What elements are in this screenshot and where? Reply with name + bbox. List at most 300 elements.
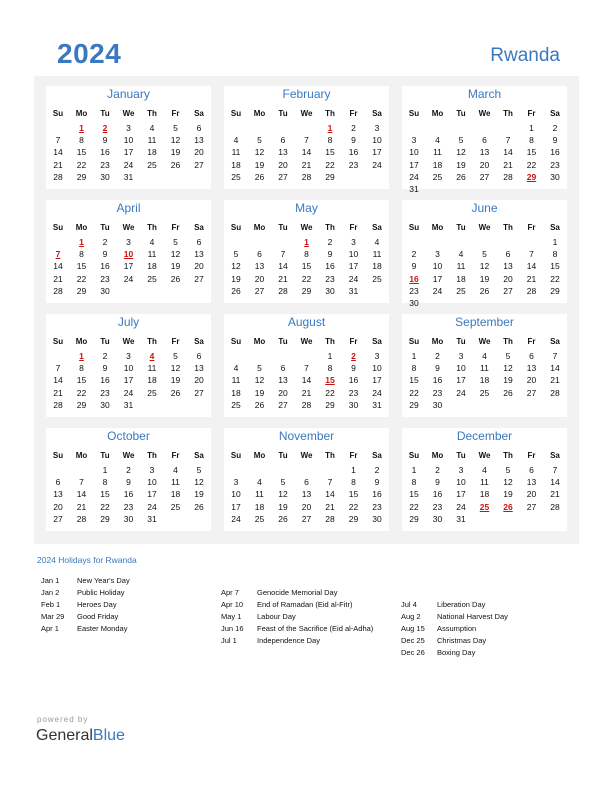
month-name: February [282, 87, 331, 101]
weekday-header: Th [503, 337, 513, 346]
day-cell: 20 [503, 273, 513, 284]
day-cell: 26 [231, 285, 241, 296]
day-cell: 7 [280, 249, 286, 260]
holiday-date: Dec 26 [401, 648, 425, 657]
holiday-date: Mar 29 [41, 612, 65, 621]
day-cell: 6 [196, 237, 202, 247]
day-cell: 27 [53, 513, 63, 524]
day-cell: 22 [76, 387, 87, 398]
day-cell: 28 [53, 285, 63, 296]
day-cell: 28 [325, 513, 335, 524]
day-cell: 20 [301, 501, 312, 512]
weekday-header: Su [52, 109, 64, 118]
day-cell: 14 [301, 147, 312, 158]
month-name: April [116, 201, 141, 215]
day-cell: 3 [126, 237, 131, 247]
weekday-header: We [300, 109, 313, 118]
holiday-day-cell: 10 [123, 249, 134, 260]
day-cell: 19 [503, 375, 513, 386]
day-cell: 19 [479, 273, 490, 284]
day-cell: 25 [147, 273, 157, 284]
holiday-day-cell: 15 [325, 375, 335, 386]
day-cell: 23 [325, 273, 335, 284]
holiday-name: Good Friday [77, 612, 119, 621]
day-cell: 11 [171, 477, 180, 488]
holiday-column [41, 576, 216, 636]
day-cell: 1 [529, 123, 534, 133]
day-cell: 23 [100, 159, 110, 170]
day-cell: 1 [411, 465, 417, 475]
day-cell: 12 [503, 363, 513, 374]
day-cell: 2 [552, 123, 558, 133]
day-cell: 31 [456, 513, 466, 524]
holiday-row [401, 600, 576, 612]
holiday-day-cell: 16 [409, 273, 419, 284]
brand-logo-part: General [36, 727, 93, 744]
day-cell: 10 [456, 363, 466, 374]
day-cell: 16 [432, 489, 443, 500]
holidays-title: 2024 Holidays for Rwanda [37, 555, 137, 565]
day-cell: 13 [194, 135, 204, 146]
day-cell: 29 [550, 285, 560, 296]
day-cell: 23 [123, 501, 134, 512]
weekday-header: Th [147, 451, 157, 460]
day-cell: 3 [374, 351, 380, 361]
holiday-row [221, 600, 396, 612]
holiday-name: Heroes Day [77, 600, 117, 609]
weekday-header: Su [52, 451, 64, 460]
day-cell: 17 [123, 147, 134, 158]
day-cell: 13 [278, 147, 288, 158]
day-cell: 7 [505, 135, 511, 146]
day-cell: 15 [526, 147, 537, 158]
holiday-date: Feb 1 [41, 600, 61, 609]
day-cell: 23 [432, 501, 443, 512]
day-cell: 12 [479, 261, 490, 272]
weekday-header: Mo [431, 223, 444, 232]
day-cell: 28 [53, 171, 63, 182]
day-cell: 26 [503, 387, 513, 398]
holiday-row [221, 612, 396, 624]
day-cell: 22 [409, 387, 419, 398]
day-cell: 27 [479, 171, 490, 182]
day-cell: 4 [458, 249, 464, 260]
holiday-date: Aug 15 [401, 624, 425, 633]
day-cell: 24 [409, 171, 419, 182]
day-cell: 11 [147, 249, 157, 260]
day-cell: 30 [372, 513, 382, 524]
month-november [224, 428, 389, 531]
day-cell: 20 [278, 387, 288, 398]
day-cell: 22 [348, 501, 359, 512]
day-cell: 30 [100, 171, 110, 182]
holiday-column [221, 588, 396, 648]
day-cell: 31 [372, 399, 382, 410]
day-cell: 7 [55, 363, 61, 374]
day-cell: 13 [278, 375, 288, 386]
day-cell: 24 [432, 285, 443, 296]
day-cell: 9 [411, 261, 417, 272]
day-cell: 8 [411, 363, 417, 374]
day-cell: 16 [550, 147, 560, 158]
weekday-header: We [122, 109, 135, 118]
weekday-header: Sa [194, 109, 204, 118]
day-cell: 31 [123, 171, 134, 182]
day-cell: 2 [327, 237, 333, 247]
month-december [402, 428, 567, 531]
day-cell: 7 [529, 249, 534, 260]
month-july [46, 314, 211, 417]
day-cell: 3 [233, 477, 239, 488]
day-cell: 3 [458, 351, 464, 361]
weekday-header: Sa [194, 223, 204, 232]
holiday-row [401, 612, 576, 624]
day-cell: 15 [550, 261, 560, 272]
day-cell: 9 [327, 249, 333, 260]
weekday-header: Su [408, 223, 420, 232]
month-name: November [278, 429, 335, 443]
holiday-day-cell: 1 [79, 351, 84, 361]
day-cell: 16 [325, 261, 335, 272]
day-cell: 10 [432, 261, 443, 272]
day-cell: 23 [409, 285, 419, 296]
holiday-date: Aug 2 [401, 612, 421, 621]
weekday-header: Th [325, 109, 335, 118]
weekday-header: Mo [253, 109, 266, 118]
day-cell: 18 [479, 489, 490, 500]
day-cell: 17 [147, 489, 157, 500]
weekday-header: Sa [372, 337, 382, 346]
month-name: July [117, 315, 140, 329]
day-cell: 29 [76, 285, 87, 296]
day-cell: 15 [76, 261, 87, 272]
day-cell: 1 [327, 351, 333, 361]
holiday-date: Jun 16 [221, 624, 244, 633]
day-cell: 11 [480, 477, 489, 488]
day-cell: 30 [325, 285, 335, 296]
day-cell: 18 [147, 261, 157, 272]
day-cell: 20 [526, 375, 537, 386]
weekday-header: Th [147, 337, 157, 346]
day-cell: 14 [325, 489, 335, 500]
day-cell: 10 [231, 489, 241, 500]
day-cell: 1 [102, 465, 108, 475]
day-cell: 8 [351, 477, 356, 488]
day-cell: 28 [301, 399, 312, 410]
day-cell: 19 [231, 273, 241, 284]
holiday-date: Apr 10 [221, 600, 244, 609]
day-cell: 23 [348, 159, 359, 170]
day-cell: 5 [505, 351, 511, 361]
day-cell: 8 [411, 477, 417, 488]
day-cell: 9 [435, 363, 440, 374]
month-name: May [295, 201, 318, 215]
day-cell: 8 [529, 135, 534, 146]
weekday-header: Su [52, 337, 64, 346]
day-cell: 15 [325, 147, 335, 158]
day-cell: 21 [550, 489, 560, 500]
day-cell: 1 [411, 351, 417, 361]
day-cell: 2 [351, 123, 356, 133]
day-cell: 7 [327, 477, 333, 488]
day-cell: 18 [456, 273, 466, 284]
day-cell: 26 [194, 501, 204, 512]
month-name: December [456, 429, 513, 443]
day-cell: 31 [123, 399, 134, 410]
day-cell: 24 [456, 501, 466, 512]
day-cell: 14 [301, 375, 312, 386]
day-cell: 1 [552, 237, 558, 247]
weekday-header: We [300, 223, 313, 232]
weekday-header: Sa [372, 451, 382, 460]
day-cell: 12 [170, 135, 181, 146]
holiday-date: Apr 7 [221, 588, 239, 597]
day-cell: 7 [552, 465, 558, 475]
day-cell: 28 [278, 285, 288, 296]
month-april [46, 200, 211, 303]
day-cell: 17 [409, 159, 419, 170]
day-cell: 25 [479, 387, 490, 398]
weekday-header: Fr [349, 337, 358, 346]
day-cell: 28 [526, 285, 537, 296]
year-title: 2024 [57, 38, 122, 69]
holiday-name: Genocide Memorial Day [257, 588, 338, 597]
day-cell: 30 [409, 298, 419, 308]
day-cell: 2 [435, 465, 440, 475]
day-cell: 2 [374, 465, 380, 475]
holiday-row [221, 624, 396, 636]
holiday-name: Boxing Day [437, 648, 476, 657]
day-cell: 20 [194, 147, 204, 158]
holiday-date: Apr 1 [41, 624, 59, 633]
day-cell: 27 [301, 513, 312, 524]
weekday-header: Mo [253, 223, 266, 232]
day-cell: 29 [100, 513, 110, 524]
holiday-name: National Harvest Day [437, 612, 508, 621]
day-cell: 6 [529, 465, 534, 475]
day-cell: 23 [550, 159, 560, 170]
day-cell: 13 [301, 489, 312, 500]
day-cell: 29 [409, 513, 419, 524]
weekday-header: Mo [431, 337, 444, 346]
day-cell: 7 [304, 135, 309, 146]
day-cell: 19 [503, 489, 513, 500]
weekday-header: Fr [527, 451, 536, 460]
day-cell: 9 [435, 477, 440, 488]
day-cell: 19 [194, 489, 204, 500]
day-cell: 17 [123, 261, 134, 272]
day-cell: 8 [102, 477, 108, 488]
day-cell: 21 [53, 387, 63, 398]
day-cell: 6 [529, 351, 534, 361]
day-cell: 15 [76, 375, 87, 386]
day-cell: 12 [278, 489, 288, 500]
month-january [46, 86, 211, 189]
day-cell: 22 [76, 273, 87, 284]
day-cell: 6 [482, 135, 487, 146]
weekday-header: We [478, 451, 491, 460]
day-cell: 15 [301, 261, 312, 272]
day-cell: 20 [53, 501, 63, 512]
day-cell: 9 [102, 135, 108, 146]
day-cell: 6 [280, 363, 286, 374]
day-cell: 27 [254, 285, 265, 296]
holiday-date: Jan 2 [41, 588, 60, 597]
country-title: Rwanda [490, 45, 560, 66]
weekday-header: Mo [431, 109, 444, 118]
weekday-header: Sa [194, 451, 204, 460]
day-cell: 25 [254, 513, 265, 524]
holiday-row [401, 648, 576, 660]
month-march [402, 86, 567, 194]
day-cell: 6 [505, 249, 511, 260]
weekday-header: Mo [75, 451, 88, 460]
weekday-header: Fr [527, 109, 536, 118]
day-cell: 22 [550, 273, 560, 284]
day-cell: 10 [456, 477, 466, 488]
day-cell: 21 [301, 387, 312, 398]
day-cell: 20 [278, 159, 288, 170]
day-cell: 19 [254, 159, 265, 170]
day-cell: 10 [348, 249, 359, 260]
day-cell: 23 [100, 387, 110, 398]
day-cell: 17 [372, 375, 382, 386]
weekday-header: Sa [550, 109, 560, 118]
holiday-day-cell: 25 [479, 501, 490, 512]
day-cell: 26 [456, 171, 466, 182]
day-cell: 14 [53, 261, 63, 272]
day-cell: 24 [348, 273, 359, 284]
day-cell: 5 [257, 135, 262, 146]
day-cell: 8 [79, 135, 84, 146]
holiday-name: Public Holiday [77, 588, 125, 597]
holiday-day-cell: 7 [55, 249, 61, 260]
holiday-name: End of Ramadan (Eid al-Fitr) [257, 600, 353, 609]
month-february [224, 86, 389, 189]
day-cell: 5 [173, 351, 178, 361]
holiday-day-cell: 1 [304, 237, 309, 247]
month-name: March [467, 87, 502, 101]
day-cell: 5 [233, 249, 239, 260]
day-cell: 16 [348, 375, 359, 386]
weekday-header: Fr [171, 337, 180, 346]
day-cell: 13 [194, 363, 204, 374]
day-cell: 18 [432, 159, 443, 170]
day-cell: 28 [503, 171, 513, 182]
day-cell: 30 [100, 399, 110, 410]
holiday-day-cell: 29 [526, 171, 537, 182]
weekday-header: Fr [349, 451, 358, 460]
day-cell: 10 [372, 135, 382, 146]
day-cell: 4 [482, 465, 487, 475]
day-cell: 27 [278, 399, 288, 410]
day-cell: 21 [53, 159, 63, 170]
day-cell: 19 [170, 261, 181, 272]
day-cell: 22 [526, 159, 537, 170]
day-cell: 7 [79, 477, 84, 488]
day-cell: 13 [526, 477, 537, 488]
day-cell: 21 [526, 273, 537, 284]
month-october [46, 428, 211, 531]
holiday-date: Jan 1 [41, 576, 60, 585]
day-cell: 9 [351, 363, 356, 374]
brand-logo-part: Blue [92, 727, 125, 744]
day-cell: 22 [301, 273, 312, 284]
day-cell: 25 [372, 273, 382, 284]
day-cell: 11 [433, 147, 442, 158]
day-cell: 29 [76, 399, 87, 410]
day-cell: 4 [233, 135, 239, 146]
day-cell: 18 [170, 489, 181, 500]
day-cell: 17 [456, 489, 466, 500]
day-cell: 15 [76, 147, 87, 158]
day-cell: 22 [409, 501, 419, 512]
weekday-header: Su [230, 451, 242, 460]
day-cell: 15 [409, 489, 419, 500]
day-cell: 5 [458, 135, 464, 146]
weekday-header: We [122, 451, 135, 460]
day-cell: 24 [123, 159, 134, 170]
day-cell: 12 [231, 261, 241, 272]
weekday-header: Tu [278, 109, 288, 118]
day-cell: 4 [149, 237, 155, 247]
holiday-row [41, 588, 216, 600]
weekday-header: Su [408, 337, 420, 346]
day-cell: 22 [325, 387, 335, 398]
day-cell: 5 [505, 465, 511, 475]
day-cell: 31 [147, 513, 157, 524]
day-cell: 18 [372, 261, 382, 272]
day-cell: 1 [351, 465, 356, 475]
day-cell: 29 [76, 171, 87, 182]
day-cell: 22 [76, 159, 87, 170]
day-cell: 17 [372, 147, 382, 158]
day-cell: 8 [304, 249, 309, 260]
day-cell: 23 [100, 273, 110, 284]
weekday-header: Th [325, 337, 335, 346]
day-cell: 29 [325, 399, 335, 410]
day-cell: 25 [231, 171, 241, 182]
day-cell: 27 [194, 387, 204, 398]
day-cell: 29 [301, 285, 312, 296]
day-cell: 29 [409, 399, 419, 410]
weekday-header: Sa [194, 337, 204, 346]
day-cell: 5 [280, 477, 286, 488]
day-cell: 19 [170, 147, 181, 158]
day-cell: 24 [372, 159, 382, 170]
month-name: January [107, 87, 150, 101]
day-cell: 14 [526, 261, 537, 272]
day-cell: 16 [348, 147, 359, 158]
holiday-day-cell: 1 [327, 123, 333, 133]
day-cell: 20 [194, 375, 204, 386]
day-cell: 25 [432, 171, 443, 182]
weekday-header: Tu [100, 109, 110, 118]
day-cell: 5 [482, 249, 487, 260]
holiday-day-cell: 2 [102, 123, 108, 133]
day-cell: 3 [351, 237, 356, 247]
day-cell: 24 [372, 387, 382, 398]
month-august [224, 314, 389, 417]
day-cell: 21 [325, 501, 335, 512]
day-cell: 26 [479, 285, 490, 296]
day-cell: 15 [100, 489, 110, 500]
weekday-header: Th [503, 451, 513, 460]
brand-logo [36, 727, 125, 745]
weekday-header: Su [230, 337, 242, 346]
weekday-header: Mo [75, 223, 88, 232]
day-cell: 8 [327, 363, 333, 374]
